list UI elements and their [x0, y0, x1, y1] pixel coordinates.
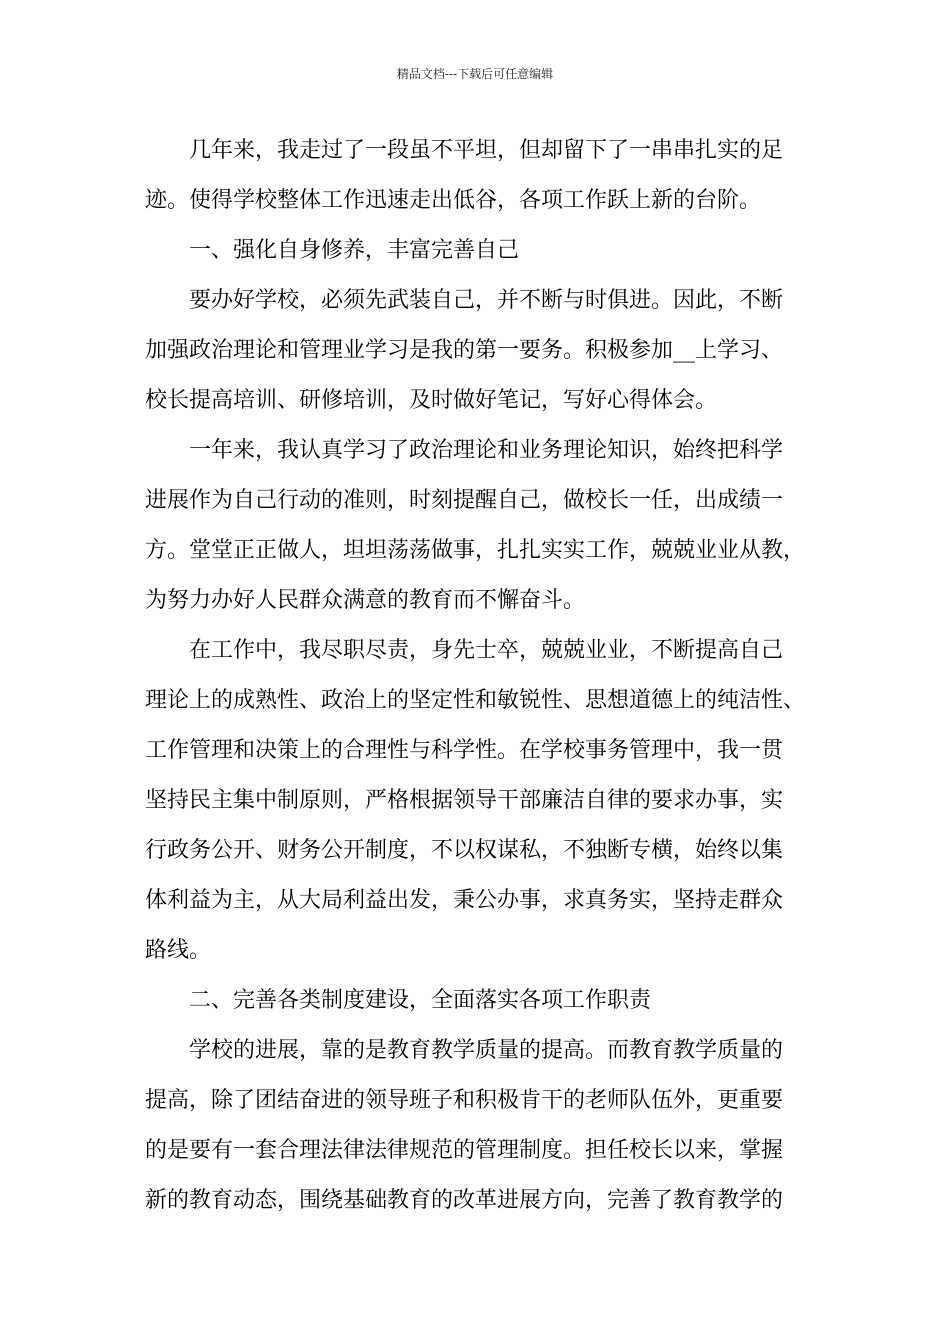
text-line: 迹。使得学校整体工作迅速走出低谷，各项工作跃上新的台阶。 — [145, 188, 762, 213]
text-line: 加强政治理论和管理业学习是我的第一要务。积极参加__上学习、 — [145, 338, 784, 363]
document-body — [145, 126, 821, 1226]
text-line: 在工作中，我尽职尽责，身先士卒，兢兢业业，不断提高自己 — [189, 638, 784, 663]
text-line: 提高，除了团结奋进的领导班子和积极肯干的老师队伍外，更重要 — [145, 1088, 784, 1113]
text-line: 要办好学校，必须先武装自己，并不断与时俱进。因此，不断 — [189, 288, 784, 313]
text-line: 新的教育动态，围绕基础教育的改革进展方向，完善了教育教学的 — [145, 1188, 784, 1213]
heading-line: 二、完善各类制度建设，全面落实各项工作职责 — [189, 988, 652, 1013]
text-line: 体利益为主，从大局利益出发，秉公办事，求真务实，坚持走群众 — [145, 888, 784, 913]
text-line: 学校的进展，靠的是教育教学质量的提高。而教育教学质量的 — [189, 1038, 784, 1063]
section-heading-1 — [145, 226, 821, 276]
section-heading-2 — [145, 976, 821, 1026]
paragraph-work — [145, 626, 821, 976]
text-line: 为努力办好人民群众满意的教育而不懈奋斗。 — [145, 588, 586, 613]
text-line: 一年来，我认真学习了政治理论和业务理论知识，始终把科学 — [189, 438, 784, 463]
text-line: 几年来，我走过了一段虽不平坦，但却留下了一串串扎实的足 — [189, 138, 784, 163]
text-line: 坚持民主集中制原则，严格根据领导干部廉洁自律的要求办事，实 — [145, 788, 784, 813]
text-line: 的是要有一套合理法律法律规范的管理制度。担任校长以来，掌握 — [145, 1138, 784, 1163]
text-line: 工作管理和决策上的合理性与科学性。在学校事务管理中，我一贯 — [145, 738, 784, 763]
paragraph-intro — [145, 126, 821, 226]
text-line: 理论上的成熟性、政治上的坚定性和敏锐性、思想道德上的纯洁性、 — [145, 688, 806, 713]
heading-line: 一、强化自身修养，丰富完善自己 — [189, 238, 520, 263]
paragraph-study — [145, 276, 821, 426]
text-line: 行政务公开、财务公开制度，不以权谋私，不独断专横，始终以集 — [145, 838, 784, 863]
text-line: 校长提高培训、研修培训，及时做好笔记，写好心得体会。 — [145, 388, 718, 413]
text-line: 进展作为自己行动的准则，时刻提醒自己，做校长一任，出成绩一 — [145, 488, 784, 513]
paragraph-quality — [145, 1026, 821, 1226]
text-line: 路线。 — [145, 938, 212, 963]
text-line: 方。堂堂正正做人，坦坦荡荡做事，扎扎实实工作，兢兢业业从教， — [145, 538, 806, 563]
paragraph-year-review — [145, 426, 821, 626]
page-header: 精品文档---下载后可任意编辑 — [396, 67, 554, 81]
